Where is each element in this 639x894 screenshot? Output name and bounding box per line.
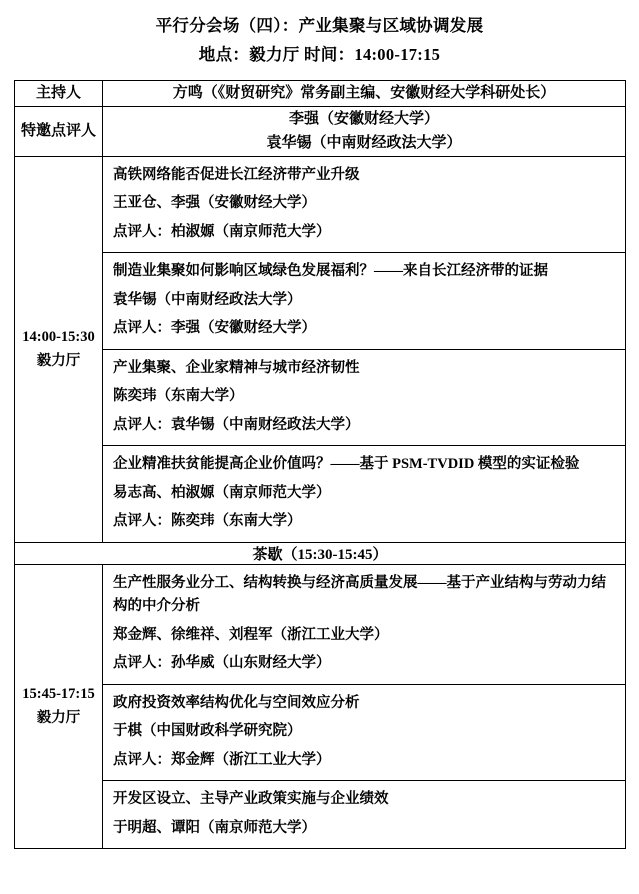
table-row (103, 349, 625, 445)
session-1-paper-table (103, 157, 625, 542)
paper-entry (103, 685, 625, 780)
invited-discussant-value (103, 106, 626, 157)
page-title-line-1: 平行分会场（四）：产业集聚与区域协调发展 (155, 16, 484, 35)
paper-title: 开发区设立、主导产业政策实施与企业绩效 (113, 791, 389, 808)
session-row-1 (15, 157, 626, 543)
paper-authors: 于棋（中国财政科学研究院） (113, 723, 302, 740)
paper-title: 产业集聚、企业家精神与城市经济韧性 (113, 359, 360, 376)
paper-title: 企业精准扶贫能提高企业价值吗？——基于 PSM-TVDID 模型的实证检验 (113, 456, 580, 473)
table-row (103, 781, 625, 848)
paper-discussant: 点评人：袁华锡（中南财经政法大学） (113, 416, 360, 433)
session-2-time-range: 15:45-17:15 (22, 685, 95, 702)
session-1-papers (103, 157, 626, 543)
paper-entry (103, 253, 625, 348)
paper-entry (103, 565, 625, 684)
table-row (103, 253, 625, 349)
paper-title: 高铁网络能否促进长江经济带产业升级 (113, 167, 360, 183)
table-row (103, 446, 625, 542)
session-2-time (15, 564, 103, 848)
paper-entry (103, 781, 625, 848)
paper-discussant: 点评人：孙华威（山东财经大学） (113, 655, 331, 672)
paper-authors: 郑金辉、徐维祥、刘程军（浙江工业大学） (113, 626, 389, 643)
paper-authors: 于明超、谭阳（南京师范大学） (113, 819, 316, 836)
tea-break-row (15, 542, 626, 564)
schedule-table (14, 80, 626, 849)
session-2-venue: 毅力厅 (36, 710, 81, 727)
host-value: 方鸣（《财贸研究》常务副主编、安徽财经大学科研处长） (103, 80, 626, 106)
paper-discussant: 点评人：郑金辉（浙江工业大学） (113, 751, 331, 768)
session-1-venue: 毅力厅 (36, 353, 81, 370)
paper-title: 生产性服务业分工、结构转换与经济高质量发展——基于产业结构与劳动力结构的中介分析 (113, 574, 606, 615)
paper-title: 制造业集聚如何影响区域绿色发展福利？——来自长江经济带的证据 (113, 263, 548, 280)
paper-discussant: 点评人：李强（安徽财经大学） (113, 320, 316, 337)
session-1-time (15, 157, 103, 543)
paper-entry (103, 157, 625, 252)
paper-title: 政府投资效率结构优化与空间效应分析 (113, 694, 360, 711)
paper-discussant: 点评人：陈奕玮（东南大学） (113, 513, 302, 530)
invited-discussant-line-2: 袁华锡（中南财经政法大学） (266, 135, 462, 152)
session-2-papers (103, 564, 626, 848)
table-row (103, 684, 625, 780)
host-label: 主持人 (15, 80, 103, 106)
invited-discussant-row (15, 106, 626, 157)
session-1-time-range: 14:00-15:30 (22, 328, 95, 345)
table-row (103, 565, 625, 684)
tea-break-label: 茶歇（15:30-15:45） (15, 542, 626, 564)
paper-authors: 易志高、柏淑嫄（南京师范大学） (113, 484, 331, 501)
paper-authors: 袁华锡（中南财经政法大学） (113, 291, 302, 308)
invited-discussant-line-1: 李强（安徽财经大学） (288, 110, 439, 127)
host-row (15, 80, 626, 106)
invited-discussant-label: 特邀点评人 (15, 106, 103, 157)
table-row (103, 157, 625, 253)
session-2-paper-table (103, 565, 625, 848)
page-title (14, 12, 625, 80)
paper-discussant: 点评人：柏淑嫄（南京师范大学） (113, 223, 331, 240)
paper-authors: 陈奕玮（东南大学） (113, 388, 244, 405)
paper-authors: 王亚仓、李强（安徽财经大学） (113, 195, 316, 212)
page-title-line-2: 地点：毅力厅 时间：14:00-17:15 (198, 44, 441, 64)
paper-entry (103, 350, 625, 445)
session-row-2 (15, 564, 626, 848)
paper-entry (103, 446, 625, 541)
